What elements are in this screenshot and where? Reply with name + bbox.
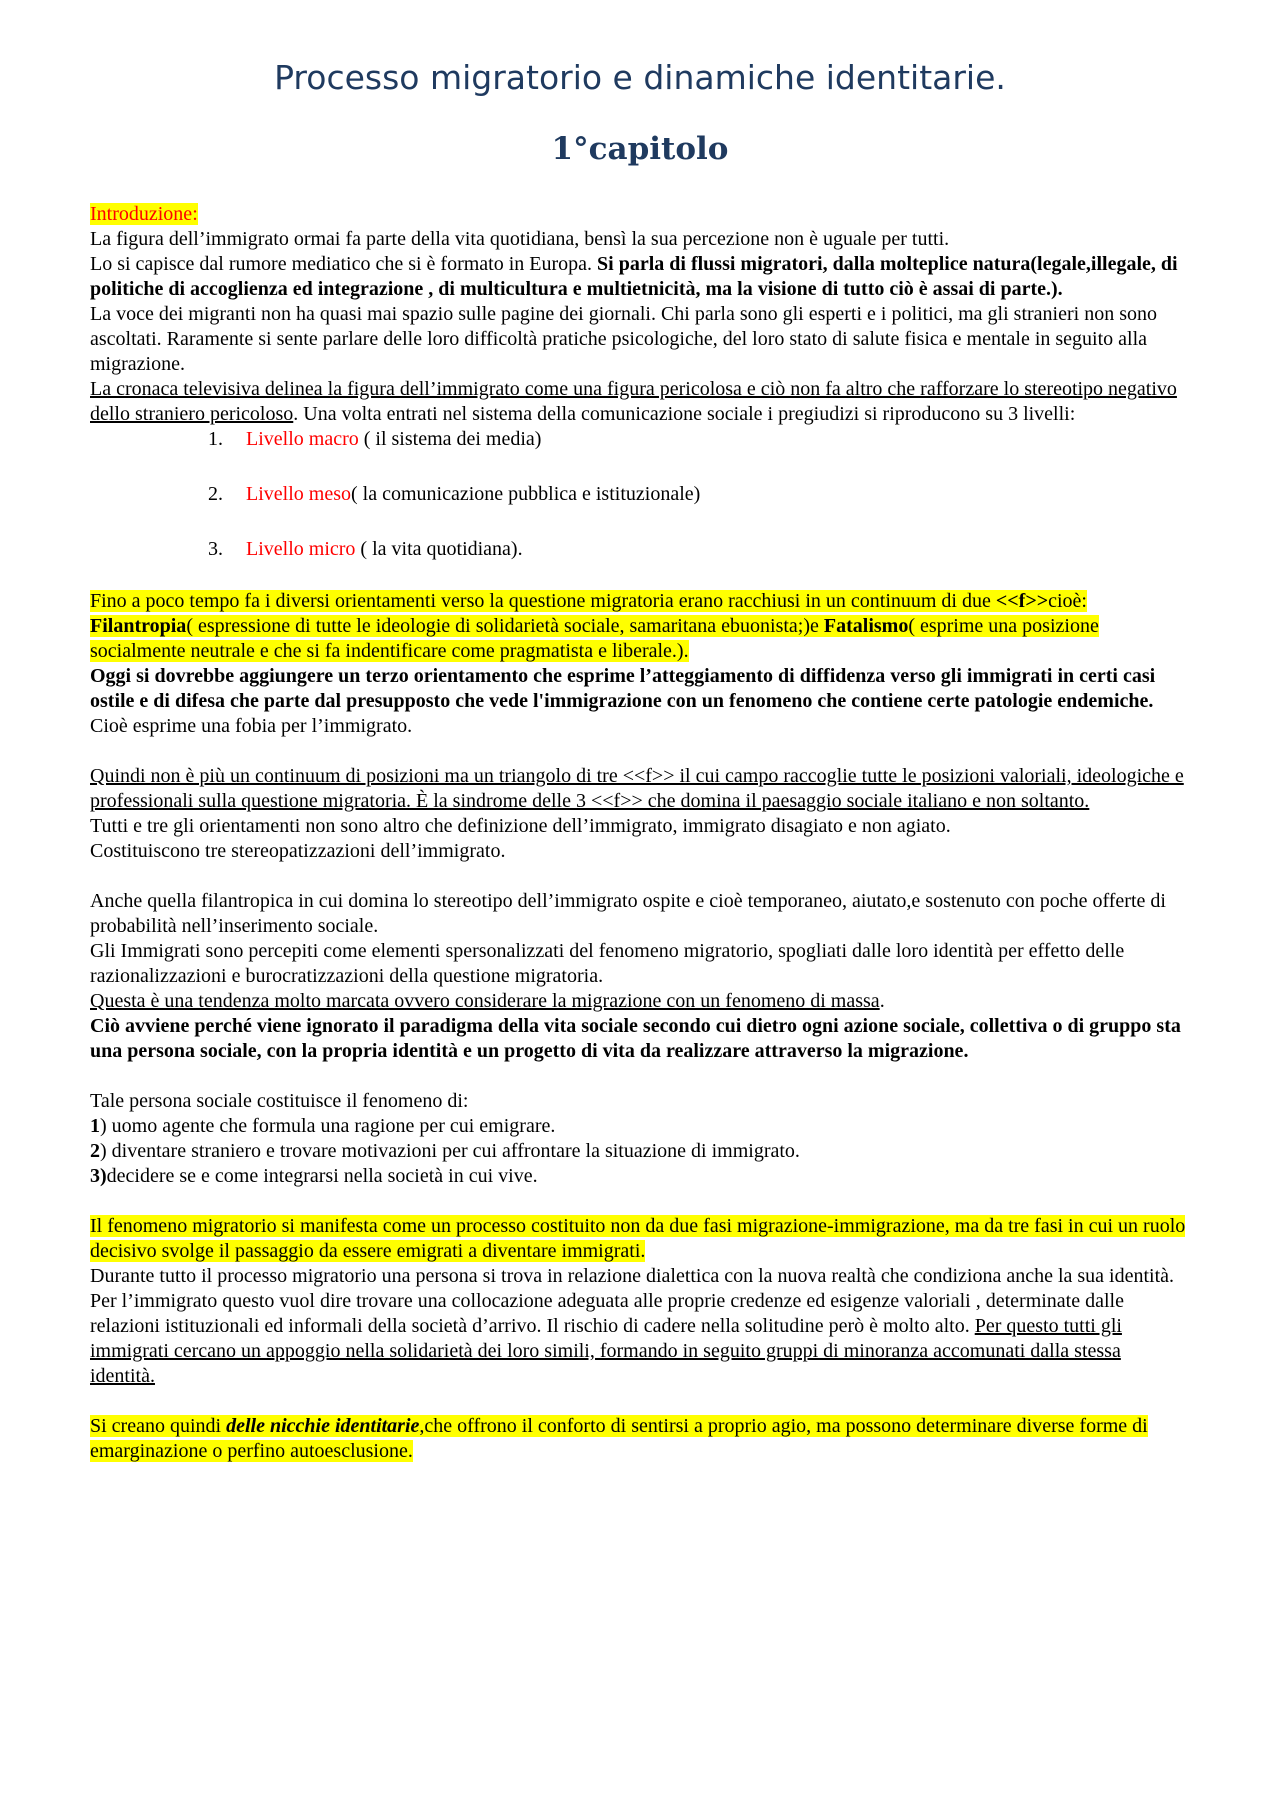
list-item: 3. Livello micro ( la vita quotidiana). xyxy=(208,538,523,560)
level-name: Livello micro xyxy=(246,538,356,560)
paragraph-2: Lo si capisce dal rumore mediatico che si è formato in Europa. Si parla di flussi migratori, dalla molteplice natura(legale,illegale, di politiche di accoglienza ed integrazione , di multicultura e multietnicità, ma la visione di tutto ciò è assai di parte.). xyxy=(90,253,1178,300)
document-body xyxy=(90,202,1190,1464)
levels-list xyxy=(90,427,1190,562)
list-item: 1. Livello macro ( il sistema dei media) xyxy=(208,428,542,450)
list-item: 2. Livello meso( la comunicazione pubblica e istituzionale) xyxy=(208,483,701,505)
level-name: Livello macro xyxy=(246,428,359,450)
intro-label: Introduzione: xyxy=(90,203,198,225)
list-item: 3)decidere se e come integrarsi nella società in cui vive. xyxy=(90,1165,538,1187)
paragraph-15: Il fenomeno migratorio si manifesta come un processo costituito non da due fasi migrazione-immigrazione, ma da tre fasi in cui un ruolo decisivo svolge il passaggio da essere emigrati a diventare immigrati. xyxy=(90,1215,1186,1262)
paragraph-6: Oggi si dovrebbe aggiungere un terzo orientamento che esprime l’atteggiamento di diffidenza verso gli immigrati in certi casi ostile e di difesa che parte dal presupposto che vede l'immigrazione con un fenomeno che contiene certe patologie endemiche. Cioè esprime una fobia per l’immigrato. xyxy=(90,665,1156,737)
level-name: Livello meso xyxy=(246,483,351,505)
paragraph-11: Gli Immigrati sono percepiti come elementi spersonalizzati del fenomeno migratorio, spogliati dalle loro identità per effetto delle razionalizzazioni e burocratizzazioni della questione migratoria. xyxy=(90,940,1125,987)
list-item: 1) uomo agente che formula una ragione per cui emigrare. xyxy=(90,1115,556,1137)
paragraph-9: Costituiscono tre stereopatizzazioni dell’immigrato. xyxy=(90,840,506,862)
page-title: Processo migratorio e dinamiche identitarie. xyxy=(274,58,1006,97)
paragraph-7: Quindi non è più un continuum di posizioni ma un triangolo di tre <<f>> il cui campo raccoglie tutte le posizioni valoriali, ideologiche e professionali sulla questione migratoria. È la sindrome delle 3 <<f>> che domina il paesaggio sociale italiano e non soltanto. xyxy=(90,765,1184,812)
paragraph-4: La cronaca televisiva delinea la figura dell’immigrato come una figura pericolosa e ciò non fa altro che rafforzare lo stereotipo negativo dello straniero pericoloso. Una volta entrati nel sistema della comunicazione sociale i pregiudizi si riproducono su 3 livelli: xyxy=(90,378,1177,425)
paragraph-10: Anche quella filantropica in cui domina lo stereotipo dell’immigrato ospite e cioè temporaneo, aiutato,e sostenuto con poche offerte di probabilità nell’inserimento sociale. xyxy=(90,890,1166,937)
paragraph-5: Fino a poco tempo fa i diversi orientamenti verso la questione migratoria erano racchiusi in un continuum di due <<f>>cioè: Filantropia( espressione di tutte le ideologie di solidarietà sociale, samaritana ebuonista;)e Fatalismo( esprime una posizione socialmente neutrale e che si fa indentificare come pragmatista e liberale.). xyxy=(90,590,1099,662)
list-item: 2) diventare straniero e trovare motivazioni per cui affrontare la situazione di immigrato. xyxy=(90,1140,800,1162)
paragraph-13: Ciò avviene perché viene ignorato il paradigma della vita sociale secondo cui dietro ogni azione sociale, collettiva o di gruppo sta una persona sociale, con la propria identità e un progetto di vita da realizzare attraverso la migrazione. xyxy=(90,1015,1181,1062)
paragraph-8: Tutti e tre gli orientamenti non sono altro che definizione dell’immigrato, immigrato disagiato e non agiato. xyxy=(90,815,951,837)
underlined-text: La cronaca televisiva delinea la figura dell’immigrato come una figura pericolosa e ciò non fa altro che rafforzare lo stereotipo negativo dello straniero pericoloso xyxy=(90,378,1177,425)
paragraph-1: La figura dell’immigrato ormai fa parte della vita quotidiana, bensì la sua percezione non è uguale per tutti. xyxy=(90,228,950,250)
paragraph-16: Durante tutto il processo migratorio una persona si trova in relazione dialettica con la nuova realtà che condiziona anche la sua identità. xyxy=(90,1265,1175,1287)
paragraph-18: Si creano quindi delle nicchie identitarie,che offrono il conforto di sentirsi a proprio agio, ma possono determinare diverse forme di emarginazione o perfino autoesclusione. xyxy=(90,1415,1148,1462)
paragraph-17: Per l’immigrato questo vuol dire trovare una collocazione adeguata alle proprie credenze ed esigenze valoriali , determinate dalle relazioni istituzionali ed informali della società d’arrivo. Il rischio di cadere nella solitudine però è molto alto. Per questo tutti gli immigrati cercano un appoggio nella solidarietà dei loro simili, formando in seguito gruppi di minoranza accomunati dalla stessa identità. xyxy=(90,1290,1124,1387)
paragraph-14: Tale persona sociale costituisce il fenomeno di: xyxy=(90,1090,469,1112)
chapter-heading: 1°capitolo xyxy=(551,131,729,167)
paragraph-3: La voce dei migranti non ha quasi mai spazio sulle pagine dei giornali. Chi parla sono gli esperti e i politici, ma gli stranieri non sono ascoltati. Raramente si sente parlare delle loro difficoltà pratiche psicologiche, del loro stato di salute fisica e mentale in seguito alla migrazione. xyxy=(90,303,1157,375)
bold-text: Si parla di flussi migratori, dalla molteplice natura(legale,illegale, di politiche di accoglienza ed integrazione , di multicultura e multietnicità, ma la visione di tutto ciò è assai di parte.). xyxy=(90,253,1178,300)
paragraph-12: Questa è una tendenza molto marcata ovvero considerare la migrazione con un fenomeno di massa. xyxy=(90,990,885,1012)
